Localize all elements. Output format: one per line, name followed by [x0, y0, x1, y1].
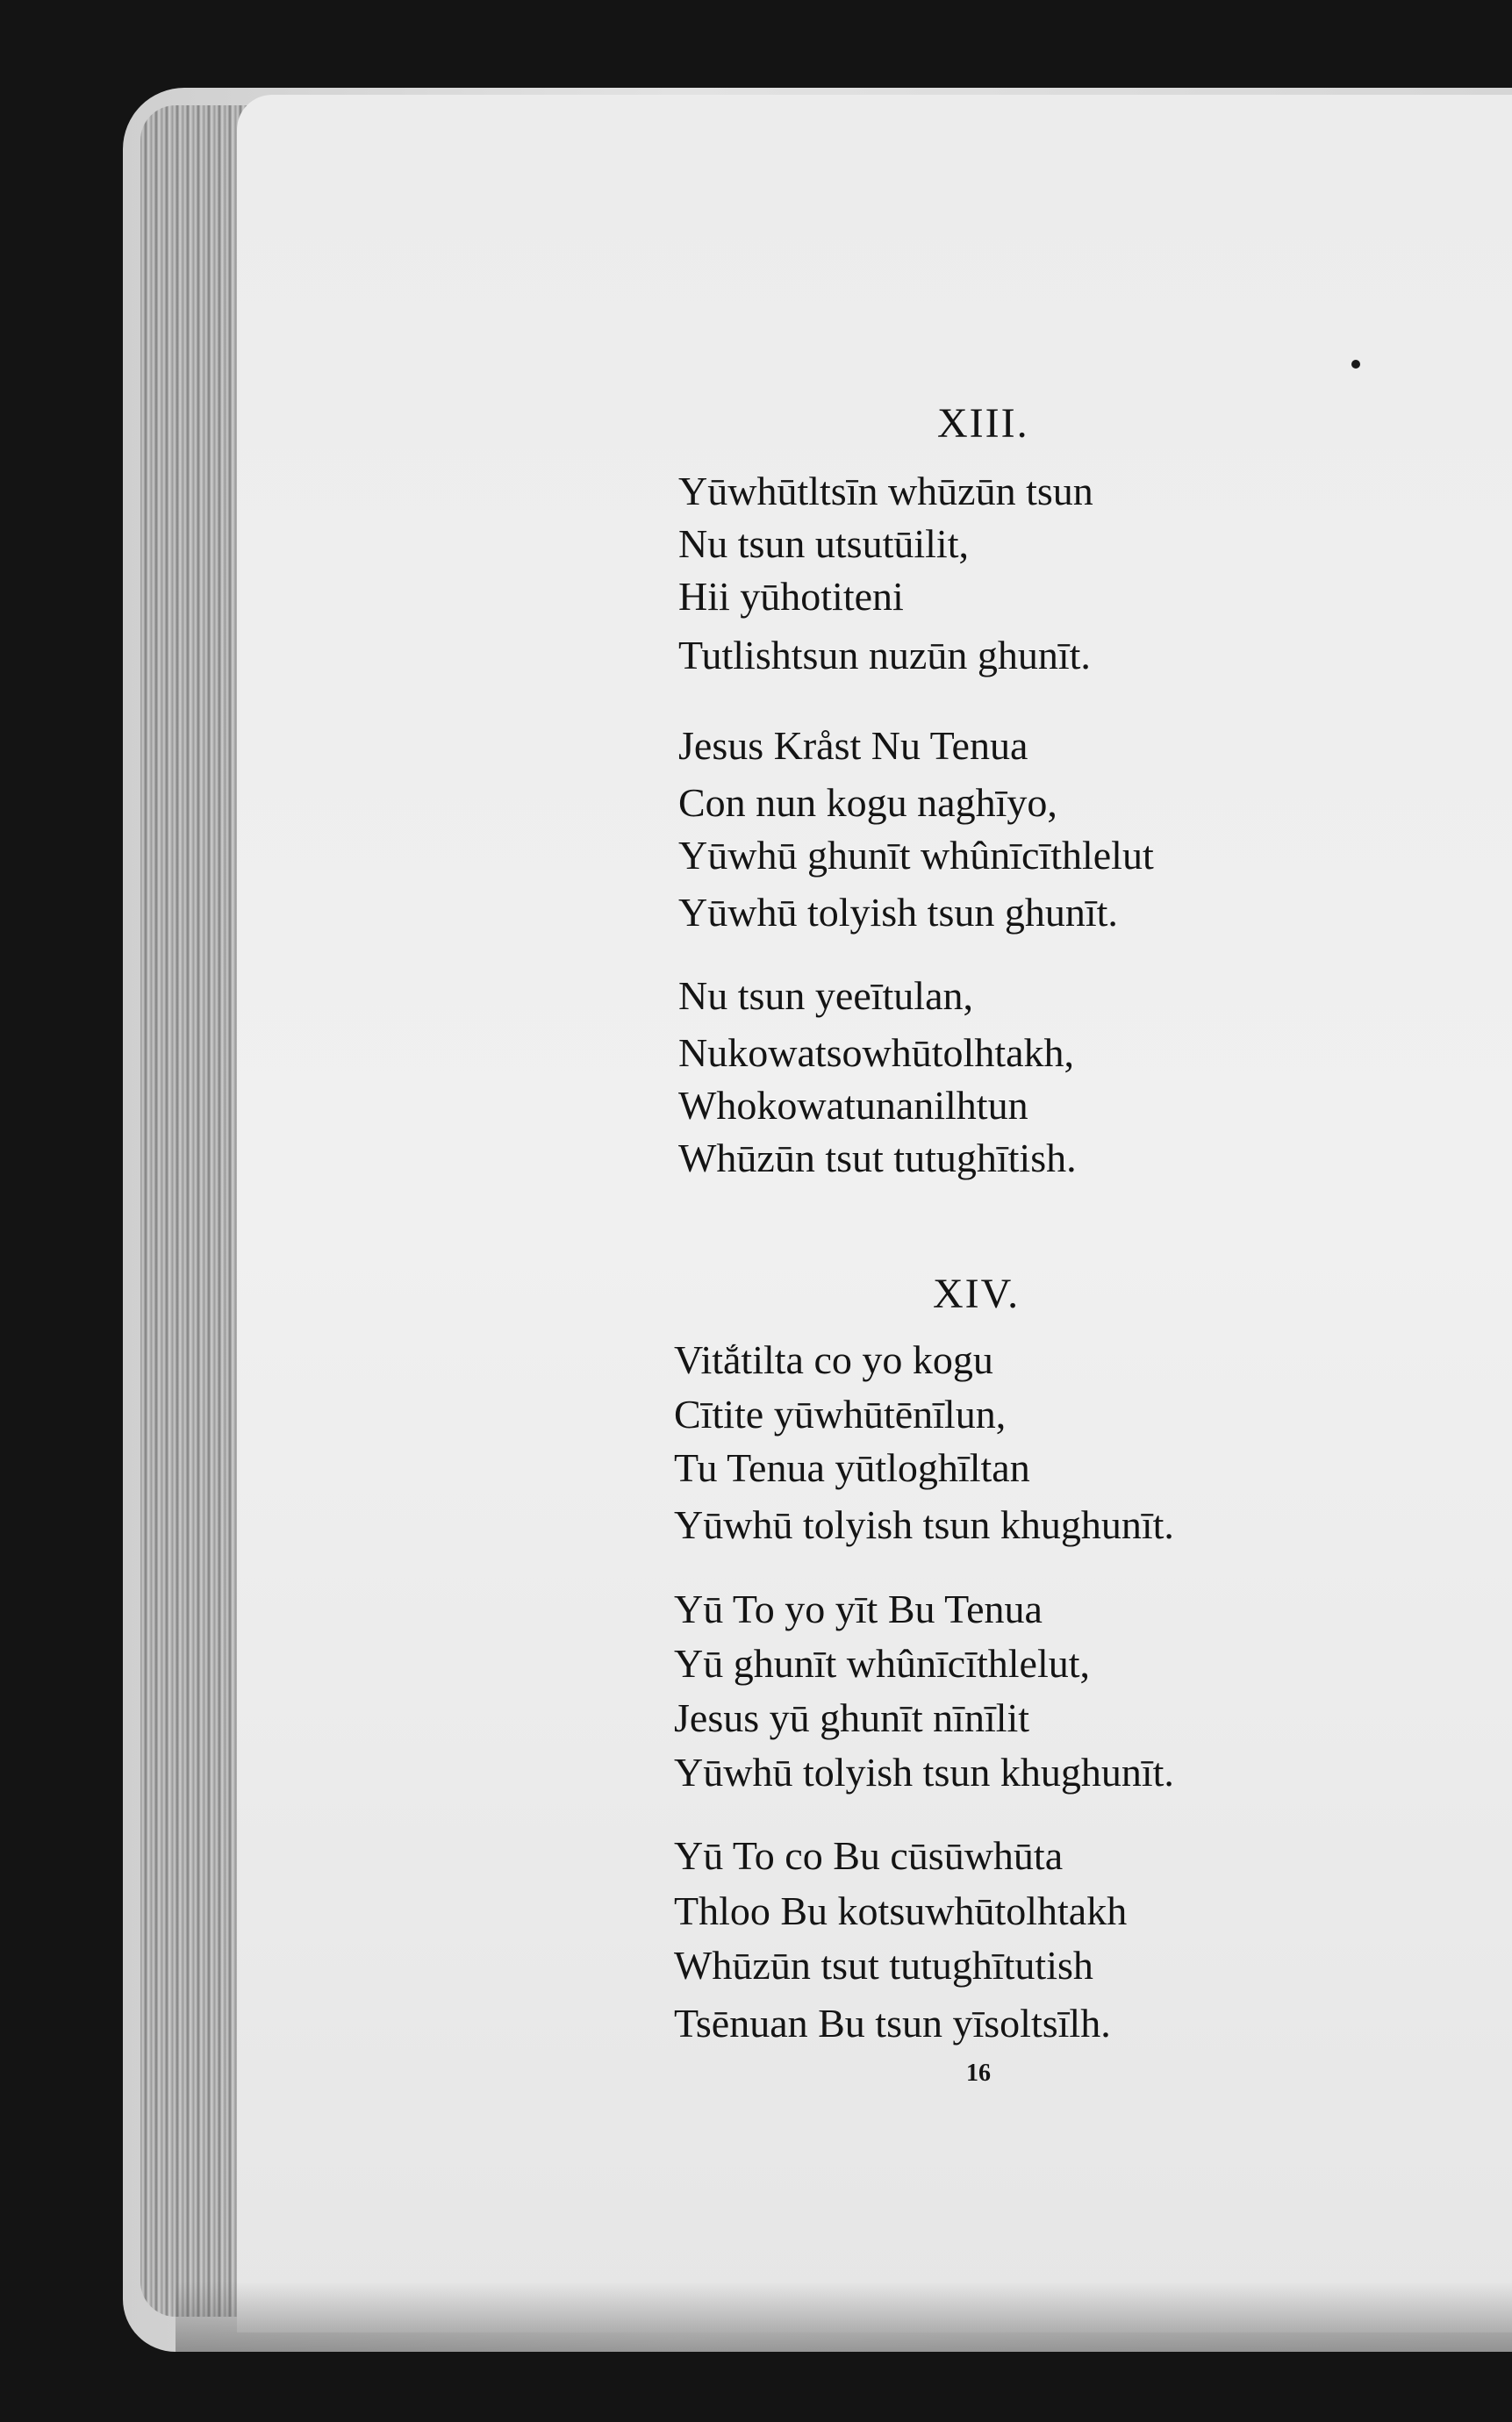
verse-line: Vitắtilta co yo kogu — [674, 1337, 993, 1382]
verse-line: Yūwhū tolyish tsun khughunīt. — [674, 1502, 1174, 1547]
section-heading: XIII. — [937, 400, 1029, 447]
verse-line: Yūwhūtltsīn whūzūn tsun — [678, 469, 1093, 513]
verse-line: Tutlishtsun nuzūn ghunīt. — [678, 633, 1091, 677]
section-heading: XIV. — [933, 1271, 1021, 1317]
verse-line: Yūwhū ghunīt whûnīcīthlelut — [678, 833, 1154, 878]
verse-line: Hii yūhotiteni — [678, 574, 904, 619]
verse-line: Nukowatsowhūtolhtakh, — [678, 1030, 1075, 1075]
verse-line: Con nun kogu naghīyo, — [678, 780, 1057, 825]
verse-line: Nu tsun yeeītulan, — [678, 973, 973, 1018]
verse-line: Cītite yūwhūtēnīlun, — [674, 1392, 1007, 1437]
verse-line: Jesus Kråst Nu Tenua — [678, 723, 1028, 768]
verse-line: Jesus yū ghunīt nīnīlit — [674, 1695, 1030, 1740]
verse-line: Yūwhū tolyish tsun khughunīt. — [674, 1750, 1174, 1795]
verse-line: Nu tsun utsutūilit, — [678, 521, 969, 566]
verse-line: Yū To co Bu cūsūwhūta — [674, 1833, 1064, 1878]
verse-line: Thloo Bu kotsuwhūtolhtakh — [674, 1888, 1128, 1933]
verse-line: Whūzūn tsut tutughītutish — [674, 1943, 1093, 1988]
verse-line: Whokowatunanilhtun — [678, 1083, 1028, 1128]
verse-line: Yū ghunīt whûnīcīthlelut, — [674, 1641, 1091, 1686]
verse-line: Tsēnuan Bu tsun yīsoltsīlh. — [674, 2001, 1111, 2046]
verse-line: Whūzūn tsut tutughītish. — [678, 1136, 1077, 1180]
verse-line: Yū To yo yīt Bu Tenua — [674, 1587, 1043, 1631]
verse-line: Yūwhū tolyish tsun ghunīt. — [678, 890, 1118, 935]
page-number: 16 — [966, 2060, 991, 2087]
verse-line: Tu Tenua yūtloghīltan — [674, 1445, 1030, 1490]
